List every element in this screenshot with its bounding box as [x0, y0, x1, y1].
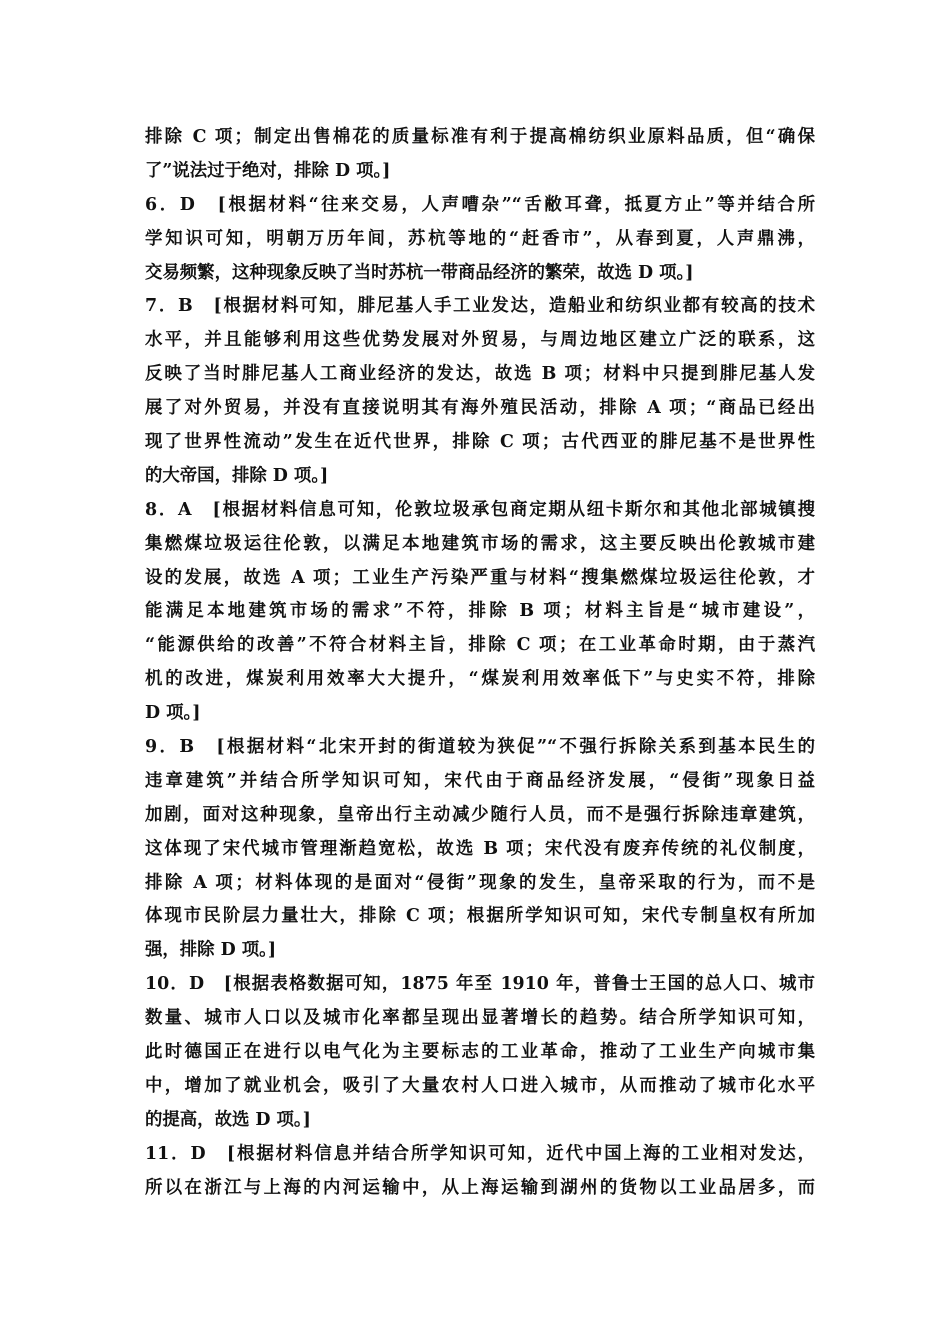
text-line: 11．D [根据材料信息并结合所学知识可知，近代中国上海的工业相对发达，	[145, 1143, 815, 1164]
text-line: 加剧，面对这种现象，皇帝出行主动减少随行人员，而不是强行拆除违章建筑，	[145, 804, 815, 825]
text-line: 8．A [根据材料信息可知，伦敦垃圾承包商定期从纽卡斯尔和其他北部城镇搜	[145, 499, 815, 520]
answer-paragraph-q7	[145, 290, 815, 493]
answer-paragraph-q10	[145, 968, 815, 1137]
answer-paragraph-q11	[145, 1138, 815, 1206]
text-line: 此时德国正在进行以电气化为主要标志的工业革命，推动了工业生产向城市集	[145, 1042, 815, 1063]
text-line: 能满足本地建筑市场的需求”不符，排除 B 项；材料主旨是“城市建设”，	[145, 601, 815, 622]
answer-explanations	[145, 121, 815, 1206]
text-line: 排除 A 项；材料体现的是面对“侵街”现象的发生，皇帝采取的行为，而不是	[145, 872, 815, 893]
text-line: 排除 C 项；制定出售棉花的质量标准有利于提高棉纺织业原料品质，但“确保	[145, 127, 815, 147]
text-line: 学知识可知，明朝万历年间，苏杭等地的“赶香市”，从春到夏，人声鼎沸，	[145, 228, 815, 249]
text-line: 水平，并且能够利用这些优势发展对外贸易，与周边地区建立广泛的联系，这	[145, 330, 815, 351]
text-line: 现了世界性流动”发生在近代世界，排除 C 项；古代西亚的腓尼基不是世界性	[145, 432, 815, 453]
text-line: 10．D [根据表格数据可知，1875 年至 1910 年，普鲁士王国的总人口、城市	[145, 974, 815, 995]
text-line: 体现市民阶层力量壮大，排除 C 项；根据所学知识可知，宋代专制皇权有所加	[145, 906, 815, 927]
text-line: “能源供给的改善”不符合材料主旨，排除 C 项；在工业革命时期，由于蒸汽	[145, 635, 815, 656]
text-line: 数量、城市人口以及城市化率都呈现出显著增长的趋势。结合所学知识可知，	[145, 1008, 815, 1029]
answer-paragraph-q6	[145, 189, 815, 291]
text-line: 违章建筑”并结合所学知识可知，宋代由于商品经济发展，“侵街”现象日益	[145, 770, 815, 791]
text-line: 所以在浙江与上海的内河运输中，从上海运输到湖州的货物以工业品居多，而	[145, 1177, 815, 1198]
answer-paragraph-q8	[145, 494, 815, 731]
text-line: 的大帝国，排除 D 项。]	[145, 465, 329, 486]
text-line: 这体现了宋代城市管理渐趋宽松，故选 B 项；宋代没有废弃传统的礼仪制度，	[145, 838, 815, 859]
text-line: 9．B [根据材料“北宋开封的街道较为狭促”“不强行拆除关系到基本民生的	[145, 737, 815, 758]
text-line: 中，增加了就业机会，吸引了大量农村人口进入城市，从而推动了城市化水平	[145, 1075, 815, 1096]
text-line: D 项。]	[145, 703, 201, 724]
answer-paragraph-q9	[145, 731, 815, 968]
text-line: 交易频繁，这种现象反映了当时苏杭一带商品经济的繁荣，故选 D 项。]	[145, 262, 694, 283]
text-line: 反映了当时腓尼基人工商业经济的发达，故选 B 项；材料中只提到腓尼基人发	[145, 364, 815, 385]
text-line: 了”说法过于绝对，排除 D 项。]	[145, 160, 391, 181]
text-line: 展了对外贸易，并没有直接说明其有海外殖民活动，排除 A 项；“商品已经出	[145, 398, 815, 419]
text-line: 6．D [根据材料“往来交易，人声嘈杂”“舌敝耳聋，抵夏方止”等并结合所	[145, 194, 815, 215]
text-line: 设的发展，故选 A 项；工业生产污染严重与材料“搜集燃煤垃圾运往伦敦，才	[145, 567, 815, 588]
text-line: 强，排除 D 项。]	[145, 940, 277, 961]
text-line: 的提高，故选 D 项。]	[145, 1109, 311, 1130]
text-line: 7．B [根据材料可知，腓尼基人手工业发达，造船业和纺织业都有较高的技术	[145, 296, 815, 317]
text-line: 机的改进，煤炭利用效率大大提升，“煤炭利用效率低下”与史实不符，排除	[145, 669, 815, 690]
answer-paragraph-q5-tail	[145, 121, 815, 189]
text-line: 集燃煤垃圾运往伦敦，以满足本地建筑市场的需求，这主要反映出伦敦城市建	[145, 533, 815, 554]
